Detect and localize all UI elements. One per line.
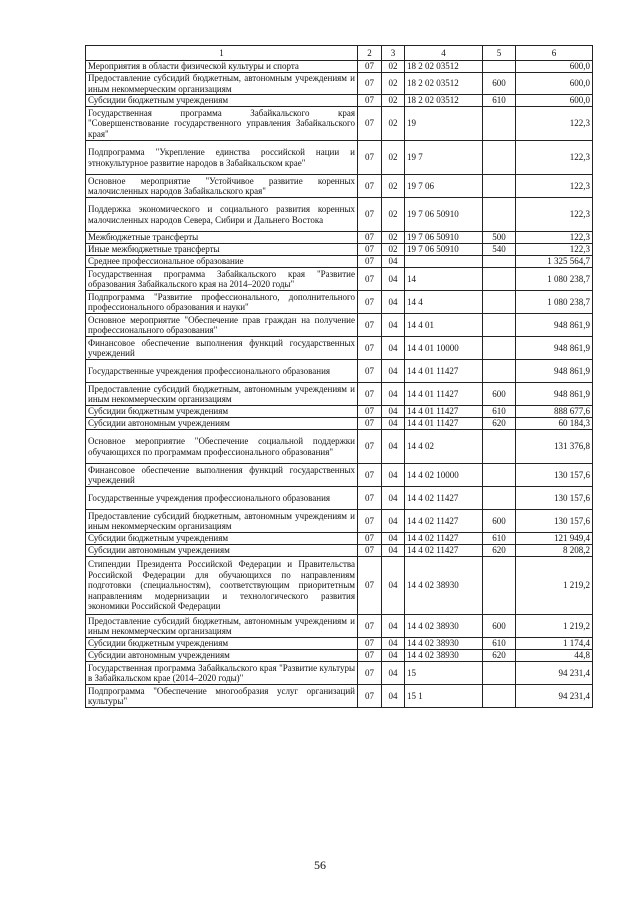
amount-cell: 1 080 238,7 (516, 291, 593, 314)
section-code-cell: 07 (358, 545, 382, 557)
header-cell: 4 (405, 46, 483, 61)
target-article-cell: 15 (405, 662, 483, 685)
budget-table (85, 45, 593, 708)
target-article-cell: 14 4 02 11427 (405, 487, 483, 510)
page-number: 56 (314, 858, 326, 872)
row-name-cell: Государственная программа Забайкальского края "Совершенствование государственного управления Забайкальского края" (86, 107, 358, 141)
subsection-code-cell: 04 (382, 256, 405, 268)
target-article-cell: 14 4 02 38930 (405, 650, 483, 662)
amount-cell: 600,0 (516, 61, 593, 73)
section-code-cell: 07 (358, 638, 382, 650)
section-code-cell: 07 (358, 73, 382, 95)
row-name-cell: Субсидии бюджетным учреждениям (86, 95, 358, 107)
section-code-cell: 07 (358, 464, 382, 487)
row-name-cell: Государственная программа Забайкальского края "Развитие культуры в Забайкальском крае (2014–2020 годы)" (86, 662, 358, 685)
table-row (86, 638, 593, 650)
target-article-cell: 14 4 02 11427 (405, 533, 483, 545)
table-row (86, 107, 593, 141)
section-code-cell: 07 (358, 418, 382, 430)
expense-type-cell: 600 (483, 510, 516, 533)
target-article-cell: 14 4 (405, 291, 483, 314)
subsection-code-cell: 02 (382, 107, 405, 141)
expense-type-cell (483, 268, 516, 291)
section-code-cell: 07 (358, 175, 382, 198)
expense-type-cell: 600 (483, 73, 516, 95)
expense-type-cell: 620 (483, 418, 516, 430)
target-article-cell: 14 4 02 38930 (405, 638, 483, 650)
subsection-code-cell: 02 (382, 73, 405, 95)
row-name-cell: Поддержка экономического и социального развития коренных малочисленных народов Севера, Сибири и Дальнего Востока (86, 198, 358, 232)
table-row (86, 95, 593, 107)
target-article-cell: 19 7 06 50910 (405, 244, 483, 256)
subsection-code-cell: 02 (382, 232, 405, 244)
subsection-code-cell: 04 (382, 268, 405, 291)
expense-type-cell: 620 (483, 545, 516, 557)
subsection-code-cell: 04 (382, 487, 405, 510)
subsection-code-cell: 04 (382, 383, 405, 406)
section-code-cell: 07 (358, 141, 382, 175)
table-row (86, 418, 593, 430)
table-row (86, 141, 593, 175)
target-article-cell: 19 (405, 107, 483, 141)
target-article-cell: 14 4 01 (405, 314, 483, 337)
header-cell: 3 (382, 46, 405, 61)
row-name-cell: Подпрограмма "Обеспечение многообразия услуг организаций культуры" (86, 685, 358, 708)
amount-cell: 94 231,4 (516, 685, 593, 708)
section-code-cell: 07 (358, 557, 382, 615)
section-code-cell: 07 (358, 510, 382, 533)
amount-cell: 131 376,8 (516, 430, 593, 464)
section-code-cell: 07 (358, 61, 382, 73)
expense-type-cell (483, 557, 516, 615)
row-name-cell: Предоставление субсидий бюджетным, автономным учреждениям и иным некоммерческим организациям (86, 510, 358, 533)
amount-cell: 1 219,2 (516, 615, 593, 638)
amount-cell: 122,3 (516, 141, 593, 175)
section-code-cell: 07 (358, 685, 382, 708)
amount-cell: 948 861,9 (516, 314, 593, 337)
row-name-cell: Субсидии автономным учреждениям (86, 418, 358, 430)
subsection-code-cell: 02 (382, 175, 405, 198)
header-cell: 6 (516, 46, 593, 61)
amount-cell: 888 677,6 (516, 406, 593, 418)
subsection-code-cell: 02 (382, 244, 405, 256)
table-row (86, 662, 593, 685)
expense-type-cell (483, 464, 516, 487)
amount-cell: 122,3 (516, 232, 593, 244)
target-article-cell: 14 (405, 268, 483, 291)
table-row (86, 650, 593, 662)
row-name-cell: Государственные учреждения профессионального образования (86, 487, 358, 510)
table-row (86, 268, 593, 291)
target-article-cell: 18 2 02 03512 (405, 95, 483, 107)
subsection-code-cell: 02 (382, 198, 405, 232)
expense-type-cell: 600 (483, 383, 516, 406)
table-row (86, 510, 593, 533)
amount-cell: 122,3 (516, 175, 593, 198)
row-name-cell: Мероприятия в области физической культуры и спорта (86, 61, 358, 73)
table-row (86, 383, 593, 406)
expense-type-cell (483, 430, 516, 464)
row-name-cell: Государственная программа Забайкальского края "Развитие образования Забайкальского края на 2014–2020 годы" (86, 268, 358, 291)
subsection-code-cell: 04 (382, 337, 405, 360)
subsection-code-cell: 02 (382, 141, 405, 175)
expense-type-cell (483, 662, 516, 685)
table-row (86, 232, 593, 244)
section-code-cell: 07 (358, 256, 382, 268)
table-row (86, 464, 593, 487)
expense-type-cell (483, 314, 516, 337)
row-name-cell: Финансовое обеспечение выполнения функций государственных учреждений (86, 464, 358, 487)
table-row (86, 533, 593, 545)
row-name-cell: Предоставление субсидий бюджетным, автономным учреждениям и иным некоммерческим организациям (86, 383, 358, 406)
subsection-code-cell: 04 (382, 430, 405, 464)
table-row (86, 487, 593, 510)
target-article-cell: 14 4 01 11427 (405, 406, 483, 418)
target-article-cell: 14 4 02 38930 (405, 615, 483, 638)
section-code-cell: 07 (358, 533, 382, 545)
target-article-cell: 18 2 02 03512 (405, 73, 483, 95)
row-name-cell: Финансовое обеспечение выполнения функций государственных учреждений (86, 337, 358, 360)
header-cell: 5 (483, 46, 516, 61)
subsection-code-cell: 04 (382, 510, 405, 533)
expense-type-cell (483, 685, 516, 708)
subsection-code-cell: 04 (382, 650, 405, 662)
amount-cell: 122,3 (516, 107, 593, 141)
expense-type-cell (483, 256, 516, 268)
row-name-cell: Основное мероприятие "Обеспечение прав граждан на получение профессионального образования" (86, 314, 358, 337)
table-row (86, 73, 593, 95)
section-code-cell: 07 (358, 107, 382, 141)
expense-type-cell: 610 (483, 533, 516, 545)
expense-type-cell: 610 (483, 95, 516, 107)
section-code-cell: 07 (358, 232, 382, 244)
section-code-cell: 07 (358, 198, 382, 232)
amount-cell: 948 861,9 (516, 337, 593, 360)
section-code-cell: 07 (358, 337, 382, 360)
row-name-cell: Подпрограмма "Развитие профессионального, дополнительного профессионального образования и науки" (86, 291, 358, 314)
amount-cell: 130 157,6 (516, 487, 593, 510)
expense-type-cell (483, 175, 516, 198)
target-article-cell: 14 4 02 11427 (405, 545, 483, 557)
target-article-cell: 14 4 01 11427 (405, 383, 483, 406)
subsection-code-cell: 04 (382, 638, 405, 650)
row-name-cell: Субсидии автономным учреждениям (86, 650, 358, 662)
row-name-cell: Государственные учреждения профессионального образования (86, 360, 358, 383)
row-name-cell: Предоставление субсидий бюджетным, автономным учреждениям и иным некоммерческим организациям (86, 615, 358, 638)
section-code-cell: 07 (358, 291, 382, 314)
target-article-cell: 14 4 02 38930 (405, 557, 483, 615)
amount-cell: 94 231,4 (516, 662, 593, 685)
amount-cell: 948 861,9 (516, 383, 593, 406)
table-row (86, 198, 593, 232)
subsection-code-cell: 02 (382, 95, 405, 107)
target-article-cell: 14 4 02 (405, 430, 483, 464)
expense-type-cell (483, 291, 516, 314)
subsection-code-cell: 04 (382, 406, 405, 418)
section-code-cell: 07 (358, 95, 382, 107)
amount-cell: 948 861,9 (516, 360, 593, 383)
target-article-cell: 18 2 02 03512 (405, 61, 483, 73)
table-row (86, 61, 593, 73)
section-code-cell: 07 (358, 244, 382, 256)
expense-type-cell (483, 107, 516, 141)
row-name-cell: Среднее профессиональное образование (86, 256, 358, 268)
row-name-cell: Подпрограмма "Укрепление единства российской нации и этнокультурное развитие народов в Забайкальском крае" (86, 141, 358, 175)
section-code-cell: 07 (358, 314, 382, 337)
table-row (86, 291, 593, 314)
expense-type-cell (483, 198, 516, 232)
section-code-cell: 07 (358, 662, 382, 685)
row-name-cell: Иные межбюджетные трансферты (86, 244, 358, 256)
subsection-code-cell: 04 (382, 360, 405, 383)
target-article-cell: 15 1 (405, 685, 483, 708)
table-row (86, 557, 593, 615)
expense-type-cell: 610 (483, 406, 516, 418)
table-row (86, 406, 593, 418)
expense-type-cell (483, 141, 516, 175)
section-code-cell: 07 (358, 615, 382, 638)
expense-type-cell: 600 (483, 615, 516, 638)
amount-cell: 121 949,4 (516, 533, 593, 545)
subsection-code-cell: 04 (382, 314, 405, 337)
row-name-cell: Стипендии Президента Российской Федерации и Правительства Российской Федерации для обучающихся по направлениям подготовки (специальностям), соответствующим приоритетным направлениям модернизации и технологического развития экономики Российской Федерации (86, 557, 358, 615)
expense-type-cell (483, 337, 516, 360)
expense-type-cell: 610 (483, 638, 516, 650)
subsection-code-cell: 04 (382, 685, 405, 708)
subsection-code-cell: 04 (382, 291, 405, 314)
amount-cell: 1 174,4 (516, 638, 593, 650)
amount-cell: 122,3 (516, 198, 593, 232)
header-row (86, 46, 593, 61)
subsection-code-cell: 04 (382, 418, 405, 430)
table-row (86, 545, 593, 557)
target-article-cell: 19 7 06 50910 (405, 198, 483, 232)
row-name-cell: Основное мероприятие "Обеспечение социальной поддержки обучающихся по программам профессионального образования" (86, 430, 358, 464)
section-code-cell: 07 (358, 360, 382, 383)
header-cell: 2 (358, 46, 382, 61)
target-article-cell: 19 7 06 (405, 175, 483, 198)
amount-cell: 600,0 (516, 73, 593, 95)
table-row (86, 685, 593, 708)
row-name-cell: Субсидии бюджетным учреждениям (86, 406, 358, 418)
subsection-code-cell: 02 (382, 61, 405, 73)
amount-cell: 60 184,3 (516, 418, 593, 430)
row-name-cell: Межбюджетные трансферты (86, 232, 358, 244)
target-article-cell: 14 4 01 11427 (405, 360, 483, 383)
target-article-cell: 19 7 06 50910 (405, 232, 483, 244)
amount-cell: 1 325 564,7 (516, 256, 593, 268)
table-row (86, 256, 593, 268)
table-row (86, 314, 593, 337)
expense-type-cell: 620 (483, 650, 516, 662)
section-code-cell: 07 (358, 268, 382, 291)
table-row (86, 360, 593, 383)
table-row (86, 175, 593, 198)
subsection-code-cell: 04 (382, 557, 405, 615)
header-cell: 1 (86, 46, 358, 61)
section-code-cell: 07 (358, 430, 382, 464)
row-name-cell: Предоставление субсидий бюджетным, автономным учреждениям и иным некоммерческим организациям (86, 73, 358, 95)
expense-type-cell: 540 (483, 244, 516, 256)
amount-cell: 130 157,6 (516, 510, 593, 533)
section-code-cell: 07 (358, 406, 382, 418)
table-row (86, 430, 593, 464)
amount-cell: 44,8 (516, 650, 593, 662)
subsection-code-cell: 04 (382, 662, 405, 685)
subsection-code-cell: 04 (382, 464, 405, 487)
target-article-cell: 14 4 02 11427 (405, 510, 483, 533)
target-article-cell (405, 256, 483, 268)
section-code-cell: 07 (358, 383, 382, 406)
section-code-cell: 07 (358, 487, 382, 510)
expense-type-cell: 500 (483, 232, 516, 244)
expense-type-cell (483, 360, 516, 383)
subsection-code-cell: 04 (382, 533, 405, 545)
target-article-cell: 14 4 02 10000 (405, 464, 483, 487)
subsection-code-cell: 04 (382, 615, 405, 638)
amount-cell: 1 219,2 (516, 557, 593, 615)
section-code-cell: 07 (358, 650, 382, 662)
row-name-cell: Субсидии бюджетным учреждениям (86, 533, 358, 545)
expense-type-cell (483, 487, 516, 510)
amount-cell: 8 208,2 (516, 545, 593, 557)
target-article-cell: 14 4 01 10000 (405, 337, 483, 360)
amount-cell: 122,3 (516, 244, 593, 256)
row-name-cell: Субсидии бюджетным учреждениям (86, 638, 358, 650)
row-name-cell: Основное мероприятие "Устойчивое развитие коренных малочисленных народов Забайкальского края" (86, 175, 358, 198)
table-row (86, 615, 593, 638)
amount-cell: 600,0 (516, 95, 593, 107)
table-row (86, 337, 593, 360)
amount-cell: 130 157,6 (516, 464, 593, 487)
expense-type-cell (483, 61, 516, 73)
table-row (86, 244, 593, 256)
target-article-cell: 19 7 (405, 141, 483, 175)
row-name-cell: Субсидии автономным учреждениям (86, 545, 358, 557)
subsection-code-cell: 04 (382, 545, 405, 557)
target-article-cell: 14 4 01 11427 (405, 418, 483, 430)
amount-cell: 1 080 238,7 (516, 268, 593, 291)
